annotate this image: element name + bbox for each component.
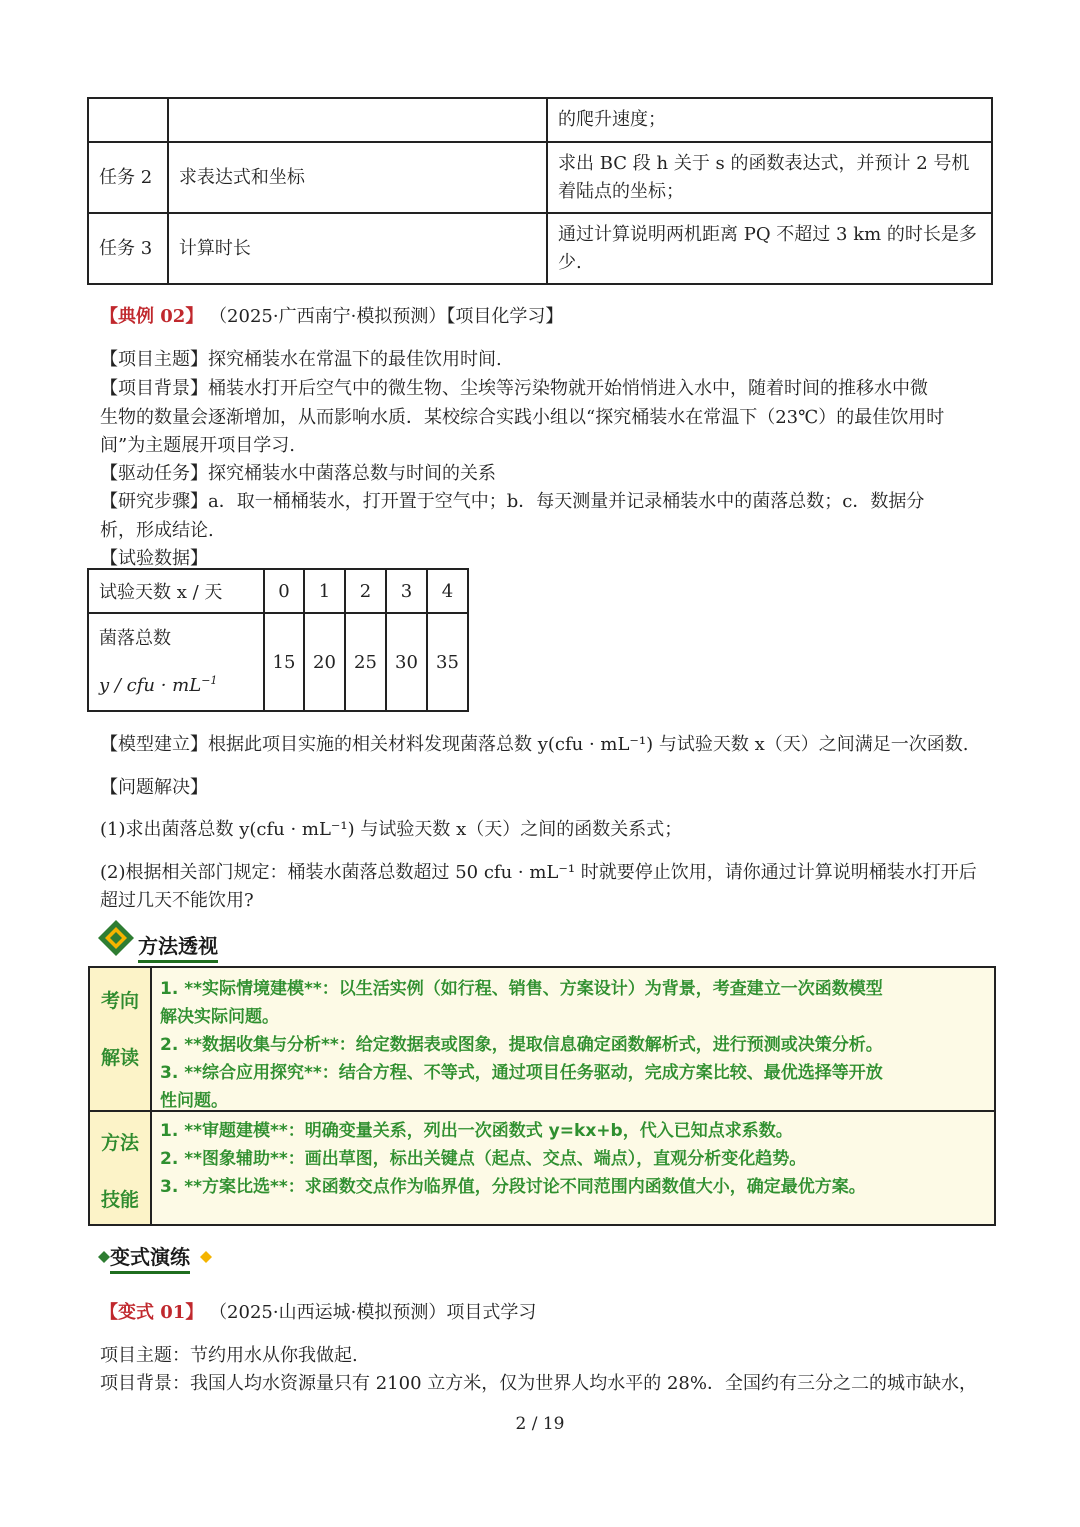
- method-box: [88, 966, 996, 1226]
- method-line: 2. **数据收集与分析**：给定数据表或图象，提取信息确定函数解析式，进行预测或决策分析。: [160, 1035, 883, 1055]
- x-value: 0: [264, 569, 304, 613]
- table-row: [88, 98, 992, 142]
- variant-line: 项目背景：我国人均水资源量只有 2100 立方米，仅为世界人均水平的 28%．全国约有三分之二的城市缺水，: [100, 1373, 977, 1394]
- y-label-cell: [88, 613, 264, 711]
- x-label-cell: 试验天数 x / 天: [88, 569, 264, 613]
- example-tag: 【典例 02】: [100, 306, 204, 327]
- method-label-2: 方法 技能: [90, 1112, 152, 1224]
- example-line: 【项目背景】桶装水打开后空气中的微生物、尘埃等污染物就开始悄悄进入水中，随着时间的推移水中微: [100, 378, 928, 399]
- example-source: （2025·广西南宁·模拟预测）【项目化学习】: [209, 306, 564, 327]
- table-row: [88, 569, 468, 613]
- example-line: 析，形成结论.: [100, 520, 214, 541]
- task-desc: 通过计算说明两机距离 PQ 不超过 3 km 的时长是多少.: [547, 213, 992, 284]
- y-value: 35: [427, 613, 468, 711]
- task-desc: 的爬升速度；: [547, 98, 992, 142]
- method-line: 性问题。: [160, 1091, 228, 1111]
- example-line: 生物的数量会逐渐增加，从而影响水质．某校综合实践小组以“探究桶装水在常温下（23℃）的最佳饮用时: [100, 407, 945, 428]
- task-table: [87, 97, 993, 285]
- y-label-line2: y / cfu · $mL^{-1}$: [99, 673, 218, 696]
- diamond-icon: [200, 1247, 212, 1259]
- example-line: 【项目主题】探究桶装水在常温下的最佳饮用时间.: [100, 349, 502, 370]
- task-label: [88, 98, 168, 142]
- question-2-line1: (2)根据相关部门规定：桶装水菌落总数超过 50 cfu · mL⁻¹ 时就要停止饮用，请你通过计算说明桶装水打开后: [100, 862, 977, 883]
- page-number: 2 / 19: [515, 1414, 565, 1434]
- model-line: 【模型建立】根据此项目实施的相关材料发现菌落总数 y(cfu · mL⁻¹) 与试验天数 x（天）之间满足一次函数.: [100, 734, 969, 755]
- example-line: 【试验数据】: [100, 548, 208, 569]
- y-value: 15: [264, 613, 304, 711]
- diamond-icon: [98, 1247, 110, 1259]
- y-value: 20: [304, 613, 345, 711]
- task-name: 计算时长: [168, 213, 547, 284]
- task-name: [168, 98, 547, 142]
- task-label: 任务 3: [88, 213, 168, 284]
- example-line: 间”为主题展开项目学习.: [100, 435, 295, 456]
- variant-source: （2025·山西运城·模拟预测）项目式学习: [209, 1302, 537, 1323]
- table-row: [88, 142, 992, 213]
- task-desc: 求出 BC 段 h 关于 s 的函数表达式，并预计 2 号机着陆点的坐标；: [547, 142, 992, 213]
- task-name: 求表达式和坐标: [168, 142, 547, 213]
- method-label-1: 考向 解读: [90, 968, 152, 1110]
- example-header: [100, 302, 563, 328]
- x-value: 2: [345, 569, 386, 613]
- method-line: 2. **图象辅助**：画出草图，标出关键点（起点、交点、端点），直观分析变化趋势。: [160, 1149, 807, 1169]
- example-line: 【驱动任务】探究桶装水中菌落总数与时间的关系: [100, 463, 496, 484]
- method-heading: 方法透视: [138, 930, 218, 959]
- example-line: 【研究步骤】a．取一桶桶装水，打开置于空气中；b．每天测量并记录桶装水中的菌落总数；c．数据分: [100, 491, 925, 512]
- variant-heading: 变式演练: [110, 1241, 190, 1270]
- y-value: 25: [345, 613, 386, 711]
- table-row: [88, 213, 992, 284]
- problem-title: 【问题解决】: [100, 777, 208, 798]
- method-line: 3. **方案比选**：求函数交点作为临界值，分段讨论不同范围内函数值大小，确定最优方案。: [160, 1177, 866, 1197]
- question-1: (1)求出菌落总数 y(cfu · mL⁻¹) 与试验天数 x（天）之间的函数关系式；: [100, 819, 683, 840]
- x-value: 1: [304, 569, 345, 613]
- variant-tag: 【变式 01】: [100, 1302, 204, 1323]
- y-label-line1: 菌落总数: [99, 627, 171, 649]
- diamond-icon: [96, 918, 136, 958]
- variant-header: [100, 1298, 536, 1324]
- method-line: 1. **实际情境建模**：以生活实例（如行程、销售、方案设计）为背景，考查建立一次函数模型: [160, 979, 883, 999]
- method-line: 3. **综合应用探究**：结合方程、不等式，通过项目任务驱动，完成方案比较、最优选择等开放: [160, 1063, 883, 1083]
- y-value: 30: [386, 613, 427, 711]
- method-line: 1. **审题建模**：明确变量关系，列出一次函数式 y=kx+b，代入已知点求系数。: [160, 1121, 793, 1141]
- data-table: [87, 568, 469, 712]
- x-value: 3: [386, 569, 427, 613]
- task-label: 任务 2: [88, 142, 168, 213]
- method-line: 解决实际问题。: [160, 1007, 279, 1027]
- x-value: 4: [427, 569, 468, 613]
- variant-line: 项目主题：节约用水从你我做起.: [100, 1345, 358, 1366]
- question-2-line2: 超过几天不能饮用?: [100, 890, 254, 911]
- table-row: [88, 613, 468, 711]
